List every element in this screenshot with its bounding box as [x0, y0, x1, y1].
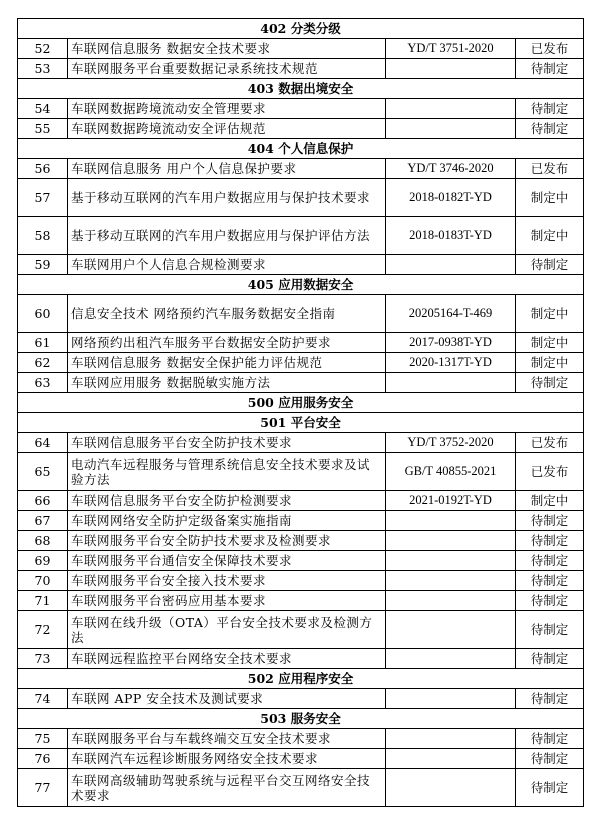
- row-number: 55: [18, 119, 68, 139]
- standard-status: 制定中: [516, 179, 584, 217]
- row-number: 54: [18, 99, 68, 119]
- row-number: 59: [18, 255, 68, 275]
- standard-status: 待制定: [516, 611, 584, 649]
- standards-table: [17, 18, 584, 807]
- row-number: 72: [18, 611, 68, 649]
- table-row: [18, 217, 584, 255]
- table-row: [18, 59, 584, 79]
- standard-code: 2018-0182T-YD: [386, 179, 516, 217]
- table-row: [18, 769, 584, 807]
- section-heading: 402 分类分级: [18, 19, 584, 39]
- standard-status: 待制定: [516, 591, 584, 611]
- table-row: [18, 159, 584, 179]
- standard-status: 待制定: [516, 531, 584, 551]
- standard-name: 车联网网络安全防护定级备案实施指南: [68, 511, 386, 531]
- row-number: 66: [18, 491, 68, 511]
- row-number: 67: [18, 511, 68, 531]
- row-number: 53: [18, 59, 68, 79]
- row-number: 69: [18, 551, 68, 571]
- standard-name: 车联网信息服务 数据安全技术要求: [68, 39, 386, 59]
- standard-name: 车联网服务平台安全接入技术要求: [68, 571, 386, 591]
- standard-name: 车联网信息服务平台安全防护检测要求: [68, 491, 386, 511]
- standard-status: 待制定: [516, 689, 584, 709]
- standard-name: 车联网信息服务 数据安全保护能力评估规范: [68, 353, 386, 373]
- standard-code: [386, 119, 516, 139]
- section-row: [18, 275, 584, 295]
- table-row: [18, 39, 584, 59]
- section-row: [18, 393, 584, 413]
- standard-name: 基于移动互联网的汽车用户数据应用与保护评估方法: [68, 217, 386, 255]
- standard-code: [386, 729, 516, 749]
- standard-status: 待制定: [516, 59, 584, 79]
- standard-status: 待制定: [516, 373, 584, 393]
- table-row: [18, 99, 584, 119]
- standard-status: 已发布: [516, 453, 584, 491]
- row-number: 77: [18, 769, 68, 807]
- section-row: [18, 79, 584, 99]
- row-number: 56: [18, 159, 68, 179]
- standard-name: 车联网用户个人信息合规检测要求: [68, 255, 386, 275]
- row-number: 64: [18, 433, 68, 453]
- section-heading: 403 数据出境安全: [18, 79, 584, 99]
- standard-status: 待制定: [516, 551, 584, 571]
- standard-name: 车联网汽车远程诊断服务网络安全技术要求: [68, 749, 386, 769]
- standard-code: [386, 551, 516, 571]
- table-row: [18, 551, 584, 571]
- table-row: [18, 119, 584, 139]
- table-row: [18, 255, 584, 275]
- section-heading: 405 应用数据安全: [18, 275, 584, 295]
- standard-code: [386, 99, 516, 119]
- table-row: [18, 453, 584, 491]
- section-row: [18, 709, 584, 729]
- row-number: 70: [18, 571, 68, 591]
- table-row: [18, 353, 584, 373]
- standard-status: 待制定: [516, 119, 584, 139]
- standard-code: 2018-0183T-YD: [386, 217, 516, 255]
- table-row: [18, 591, 584, 611]
- standard-code: 2021-0192T-YD: [386, 491, 516, 511]
- row-number: 63: [18, 373, 68, 393]
- row-number: 65: [18, 453, 68, 491]
- row-number: 61: [18, 333, 68, 353]
- standard-name: 车联网服务平台安全防护技术要求及检测要求: [68, 531, 386, 551]
- standard-status: 待制定: [516, 511, 584, 531]
- row-number: 74: [18, 689, 68, 709]
- table-row: [18, 611, 584, 649]
- standard-status: 已发布: [516, 159, 584, 179]
- standard-code: [386, 531, 516, 551]
- standard-name: 网络预约出租汽车服务平台数据安全防护要求: [68, 333, 386, 353]
- standard-name: 车联网服务平台密码应用基本要求: [68, 591, 386, 611]
- standard-code: 20205164-T-469: [386, 295, 516, 333]
- standard-name: 信息安全技术 网络预约汽车服务数据安全指南: [68, 295, 386, 333]
- standard-code: GB/T 40855-2021: [386, 453, 516, 491]
- standard-status: 制定中: [516, 295, 584, 333]
- row-number: 60: [18, 295, 68, 333]
- standard-name: 基于移动互联网的汽车用户数据应用与保护技术要求: [68, 179, 386, 217]
- standard-name: 车联网服务平台通信安全保障技术要求: [68, 551, 386, 571]
- table-row: [18, 749, 584, 769]
- standard-status: 已发布: [516, 433, 584, 453]
- section-heading: 502 应用程序安全: [18, 669, 584, 689]
- standard-status: 制定中: [516, 333, 584, 353]
- section-row: [18, 413, 584, 433]
- table-row: [18, 511, 584, 531]
- standard-code: 2020-1317T-YD: [386, 353, 516, 373]
- section-row: [18, 669, 584, 689]
- standard-status: 待制定: [516, 769, 584, 807]
- table-row: [18, 491, 584, 511]
- standard-status: 待制定: [516, 99, 584, 119]
- standard-code: [386, 511, 516, 531]
- table-row: [18, 433, 584, 453]
- row-number: 58: [18, 217, 68, 255]
- standard-name: 车联网 APP 安全技术及测试要求: [68, 689, 386, 709]
- row-number: 52: [18, 39, 68, 59]
- standard-code: [386, 59, 516, 79]
- standard-name: 车联网数据跨境流动安全管理要求: [68, 99, 386, 119]
- standard-name: 车联网服务平台重要数据记录系统技术规范: [68, 59, 386, 79]
- row-number: 57: [18, 179, 68, 217]
- standard-status: 制定中: [516, 217, 584, 255]
- table-row: [18, 295, 584, 333]
- table-row: [18, 531, 584, 551]
- row-number: 75: [18, 729, 68, 749]
- standard-status: 待制定: [516, 649, 584, 669]
- table-row: [18, 649, 584, 669]
- standard-code: [386, 749, 516, 769]
- standard-name: 车联网在线升级（OTA）平台安全技术要求及检测方法: [68, 611, 386, 649]
- standard-name: 车联网高级辅助驾驶系统与远程平台交互网络安全技术要求: [68, 769, 386, 807]
- row-number: 62: [18, 353, 68, 373]
- standards-table-body: [18, 19, 584, 807]
- standard-code: [386, 769, 516, 807]
- standard-status: 待制定: [516, 749, 584, 769]
- standard-name: 车联网信息服务平台安全防护技术要求: [68, 433, 386, 453]
- section-row: [18, 139, 584, 159]
- standard-name: 车联网信息服务 用户个人信息保护要求: [68, 159, 386, 179]
- row-number: 71: [18, 591, 68, 611]
- standard-status: 待制定: [516, 571, 584, 591]
- standard-code: [386, 591, 516, 611]
- standard-code: [386, 689, 516, 709]
- table-row: [18, 571, 584, 591]
- standard-code: [386, 373, 516, 393]
- standard-code: [386, 571, 516, 591]
- standard-status: 待制定: [516, 729, 584, 749]
- table-row: [18, 689, 584, 709]
- standard-code: 2017-0938T-YD: [386, 333, 516, 353]
- standard-status: 待制定: [516, 255, 584, 275]
- section-row: [18, 19, 584, 39]
- table-row: [18, 333, 584, 353]
- standard-code: YD/T 3752-2020: [386, 433, 516, 453]
- standard-status: 制定中: [516, 353, 584, 373]
- section-heading: 501 平台安全: [18, 413, 584, 433]
- standard-code: YD/T 3746-2020: [386, 159, 516, 179]
- standard-name: 电动汽车远程服务与管理系统信息安全技术要求及试验方法: [68, 453, 386, 491]
- standard-name: 车联网远程监控平台网络安全技术要求: [68, 649, 386, 669]
- standard-code: [386, 255, 516, 275]
- standard-name: 车联网应用服务 数据脱敏实施方法: [68, 373, 386, 393]
- table-row: [18, 179, 584, 217]
- section-heading: 503 服务安全: [18, 709, 584, 729]
- standard-code: [386, 649, 516, 669]
- standard-status: 已发布: [516, 39, 584, 59]
- table-row: [18, 373, 584, 393]
- table-row: [18, 729, 584, 749]
- standard-name: 车联网服务平台与车载终端交互安全技术要求: [68, 729, 386, 749]
- row-number: 68: [18, 531, 68, 551]
- row-number: 76: [18, 749, 68, 769]
- section-heading: 404 个人信息保护: [18, 139, 584, 159]
- row-number: 73: [18, 649, 68, 669]
- standard-code: [386, 611, 516, 649]
- standard-status: 制定中: [516, 491, 584, 511]
- standard-code: YD/T 3751-2020: [386, 39, 516, 59]
- standard-name: 车联网数据跨境流动安全评估规范: [68, 119, 386, 139]
- section-heading: 500 应用服务安全: [18, 393, 584, 413]
